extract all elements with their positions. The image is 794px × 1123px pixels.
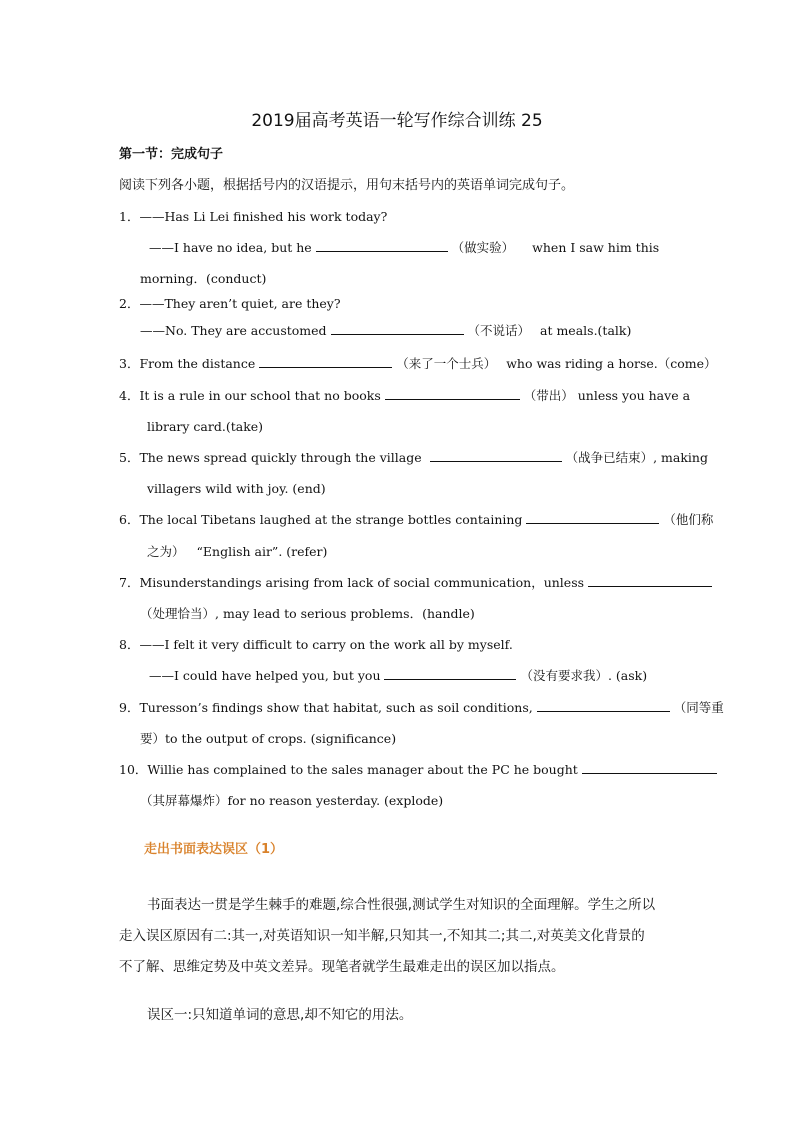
section1-heading: 第一节：完成句子 <box>119 147 224 162</box>
question-1 <box>119 208 387 226</box>
question-text: who was riding a horse.（come） <box>506 356 717 371</box>
question-text: , making <box>653 450 708 465</box>
question-text: ——I could have helped you, but you <box>149 668 381 683</box>
question-number: 10． <box>119 762 148 777</box>
question-text: From the distance <box>139 356 256 371</box>
answer-blank[interactable] <box>384 667 516 680</box>
question-number: 9． <box>119 700 140 715</box>
answer-blank[interactable] <box>430 449 562 462</box>
question-6-tail <box>147 543 327 561</box>
question-text: Willie has complained to the sales manager about the PC he bought <box>147 762 578 777</box>
chinese-hint: （其屏幕爆炸） <box>140 793 228 808</box>
question-text: ——Has Li Lei finished his work today? <box>139 209 388 224</box>
question-3 <box>119 355 717 373</box>
chinese-hint: （同等重 <box>673 700 724 715</box>
question-text: ——No. They are accustomed <box>140 323 327 338</box>
answer-blank[interactable] <box>582 761 717 774</box>
question-text: when I saw him this <box>532 240 660 255</box>
question-6 <box>119 511 713 529</box>
section2-paragraph-line-2: 走入误区原因有二:其一,对英语知识一知半解,只知其一,不知其二;其二,对英美文化背景的 <box>119 928 645 944</box>
question-text: ——I felt it very difficult to carry on the work all by myself. <box>139 637 513 652</box>
question-2 <box>119 295 341 313</box>
chinese-hint: 要） <box>140 731 166 746</box>
question-7 <box>119 574 712 592</box>
question-number: 5． <box>119 450 140 465</box>
question-number: 7． <box>119 575 140 590</box>
question-text: ——I have no idea, but he <box>149 240 312 255</box>
question-1-tail: morning．(conduct) <box>140 271 267 286</box>
section2-paragraph-line-3: 不了解、思维定势及中英文差异。现笔者就学生最难走出的误区加以指点。 <box>119 959 565 975</box>
question-number: 3． <box>119 356 140 371</box>
question-text: . (ask) <box>607 668 648 683</box>
section2-paragraph-line-4: 误区一:只知道单词的意思,却不知它的用法。 <box>147 1007 413 1023</box>
answer-blank[interactable] <box>588 574 712 587</box>
answer-blank[interactable] <box>316 239 448 252</box>
page-title: 2019届高考英语一轮写作综合训练 25 <box>251 111 543 131</box>
question-1-answer-line <box>149 239 659 257</box>
section1-instructions: 阅读下列各小题，根据括号内的汉语提示，用句末括号内的英语单词完成句子。 <box>119 178 575 193</box>
question-number: 1． <box>119 209 140 224</box>
chinese-hint: （来了一个士兵） <box>396 356 497 371</box>
chinese-hint: （他们称 <box>663 512 714 527</box>
question-10-tail <box>140 792 443 810</box>
answer-blank[interactable] <box>385 387 520 400</box>
question-4-tail: library card.(take) <box>147 419 264 434</box>
question-text: The local Tibetans laughed at the strange bottles containing <box>139 512 523 527</box>
question-text: Misunderstandings arising from lack of social communication，unless <box>139 575 585 590</box>
question-number: 2． <box>119 296 140 311</box>
question-text: unless you have a <box>577 388 691 403</box>
question-text: “English air”. (refer) <box>196 544 328 559</box>
question-text: to the output of crops. (significance) <box>165 731 397 746</box>
question-text: ——They aren’t quiet, are they? <box>139 296 341 311</box>
question-number: 6． <box>119 512 140 527</box>
question-2-answer-line <box>140 322 631 340</box>
chinese-hint: （不说话） <box>467 323 531 338</box>
question-text: Turesson’s findings show that habitat, such as soil conditions, <box>139 700 533 715</box>
chinese-hint: （带出） <box>523 388 574 403</box>
question-5 <box>119 449 708 467</box>
chinese-hint: （战争已结束） <box>565 450 654 465</box>
question-text: , may lead to serious problems．(handle) <box>215 606 475 621</box>
answer-blank[interactable] <box>526 511 659 524</box>
question-text: The news spread quickly through the village <box>139 450 422 465</box>
question-5-tail: villagers wild with joy. (end) <box>147 481 326 496</box>
question-7-tail <box>140 605 475 623</box>
question-text: for no reason yesterday. (explode) <box>227 793 444 808</box>
question-number: 8． <box>119 637 140 652</box>
section2-paragraph-line-1: 书面表达一贯是学生棘手的难题,综合性很强,测试学生对知识的全面理解。学生之所以 <box>147 897 656 913</box>
section2-heading: 走出书面表达误区（1） <box>144 842 284 857</box>
question-4 <box>119 387 690 405</box>
question-8-answer-line <box>149 667 647 685</box>
answer-blank[interactable] <box>259 355 392 368</box>
question-8 <box>119 636 513 654</box>
chinese-hint: （处理恰当） <box>140 606 216 621</box>
chinese-hint: （没有要求我） <box>520 668 608 683</box>
chinese-hint: 之为） <box>147 544 185 559</box>
answer-blank[interactable] <box>537 699 670 712</box>
question-text: It is a rule in our school that no books <box>139 388 381 403</box>
question-number: 4． <box>119 388 140 403</box>
question-10 <box>119 761 717 779</box>
answer-blank[interactable] <box>331 322 464 335</box>
question-text: at meals.(talk) <box>540 323 632 338</box>
question-9-tail <box>140 730 396 748</box>
question-9 <box>119 699 724 717</box>
chinese-hint: （做实验） <box>451 240 515 255</box>
